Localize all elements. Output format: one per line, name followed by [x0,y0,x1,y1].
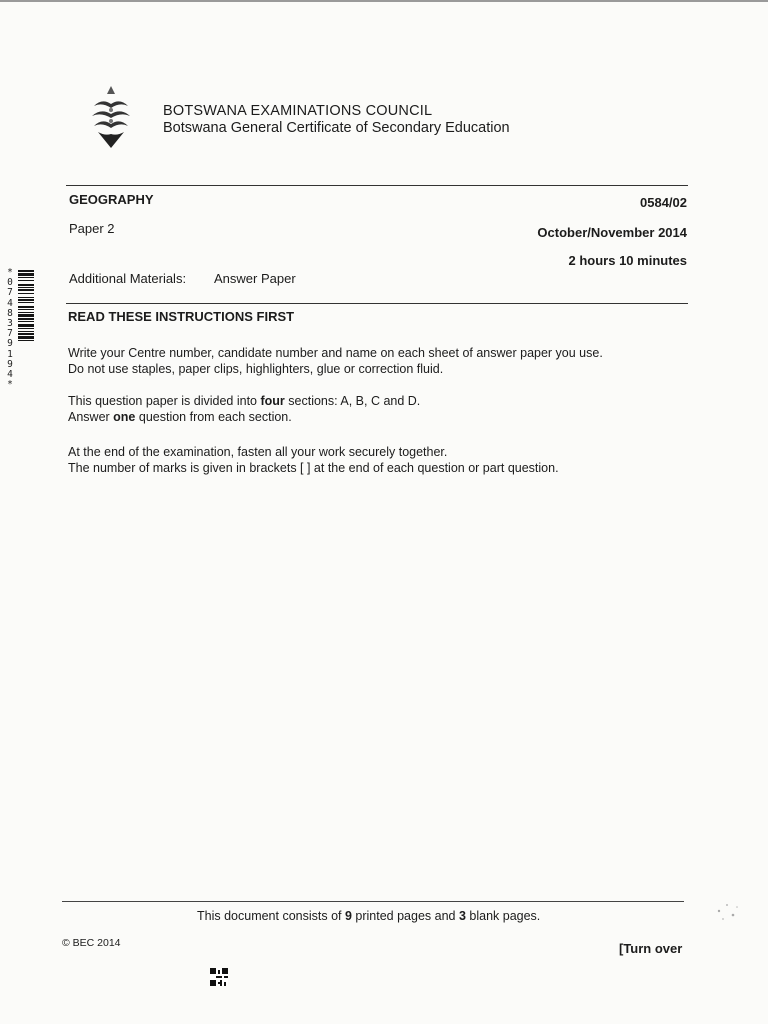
bec-logo-icon [88,84,134,150]
barcode-bar [18,299,34,301]
barcode-bar [18,287,34,288]
turn-over-label: [Turn over [619,941,683,956]
materials-value: Answer Paper [214,271,296,286]
barcode-digit: 4 [7,369,13,381]
barcode-digit: * [7,267,13,278]
barcode-bar [18,273,34,276]
barcode-bars [18,270,34,408]
instructions-heading: READ THESE INSTRUCTIONS FIRST [68,309,295,324]
exam-session: October/November 2014 [537,225,687,240]
footer-rule [62,901,684,902]
barcode-bar [18,277,34,278]
barcode-bar [18,340,34,341]
barcode-bar [18,289,34,291]
barcode-bar [18,312,34,313]
barcode-bar [18,293,34,294]
barcode-digit: 3 [7,318,13,330]
barcode-bar [18,336,34,339]
instructions-paragraph-2 [68,393,420,425]
page-top-edge [0,0,768,2]
barcode-digit: 4 [7,297,13,309]
certificate-name: Botswana General Certificate of Secondary Education [163,120,510,136]
instruction-line: The number of marks is given in brackets [ ] at the end of each question or part question. [68,461,559,475]
barcode-bar [18,324,34,327]
barcode-bar [18,331,34,332]
instructions-paragraph-1 [68,345,603,377]
paper-code: 0584/02 [640,195,687,210]
barcode-digits [3,268,17,390]
barcode-digit: 7 [7,328,13,340]
barcode-bar [18,280,34,281]
exam-duration: 2 hours 10 minutes [568,253,687,268]
barcode-digit: * [7,379,13,391]
instruction-line: Do not use staples, paper clips, highlighters, glue or correction fluid. [68,362,444,376]
barcode-bar [18,328,34,329]
barcode-bar [18,333,34,335]
paper-number: Paper 2 [69,221,115,236]
barcode-bar [18,309,34,310]
barcode-digit: 7 [7,287,13,299]
copyright: © BEC 2014 [62,937,121,949]
materials-label: Additional Materials: [69,271,187,286]
instruction-line: At the end of the examination, fasten all your work securely together. [68,445,448,459]
barcode-digit: 0 [7,277,13,289]
instruction-line: Write your Centre number, candidate number and name on each sheet of answer paper you use. [68,346,603,360]
header-rule [66,185,688,186]
council-name: BOTSWANA EXAMINATIONS COUNCIL [163,103,433,119]
subject-title: GEOGRAPHY [69,192,154,207]
page-count-note: This document consists of 9 printed pages and 3 blank pages. [197,909,541,923]
barcode-bar [18,318,34,320]
barcode-bar [18,270,34,272]
barcode-digit: 8 [7,307,13,319]
barcode-bar [18,284,34,286]
barcode-digit: 9 [7,338,13,350]
barcode-bar [18,306,34,308]
instructions-paragraph-3 [68,444,559,476]
barcode-digit: 9 [7,358,13,370]
instruction-line: Answer one question from each section. [68,410,292,424]
barcode-bar [18,302,34,303]
barcode-bar [18,321,34,322]
instruction-line: This question paper is divided into four sections: A, B, C and D. [68,394,421,408]
paper-smudge-mark [705,893,745,933]
barcode-digit: 1 [7,348,13,360]
qr-code-icon [210,968,228,986]
barcode-bar [18,314,34,317]
instructions-rule [66,303,688,304]
barcode-bar [18,297,34,298]
